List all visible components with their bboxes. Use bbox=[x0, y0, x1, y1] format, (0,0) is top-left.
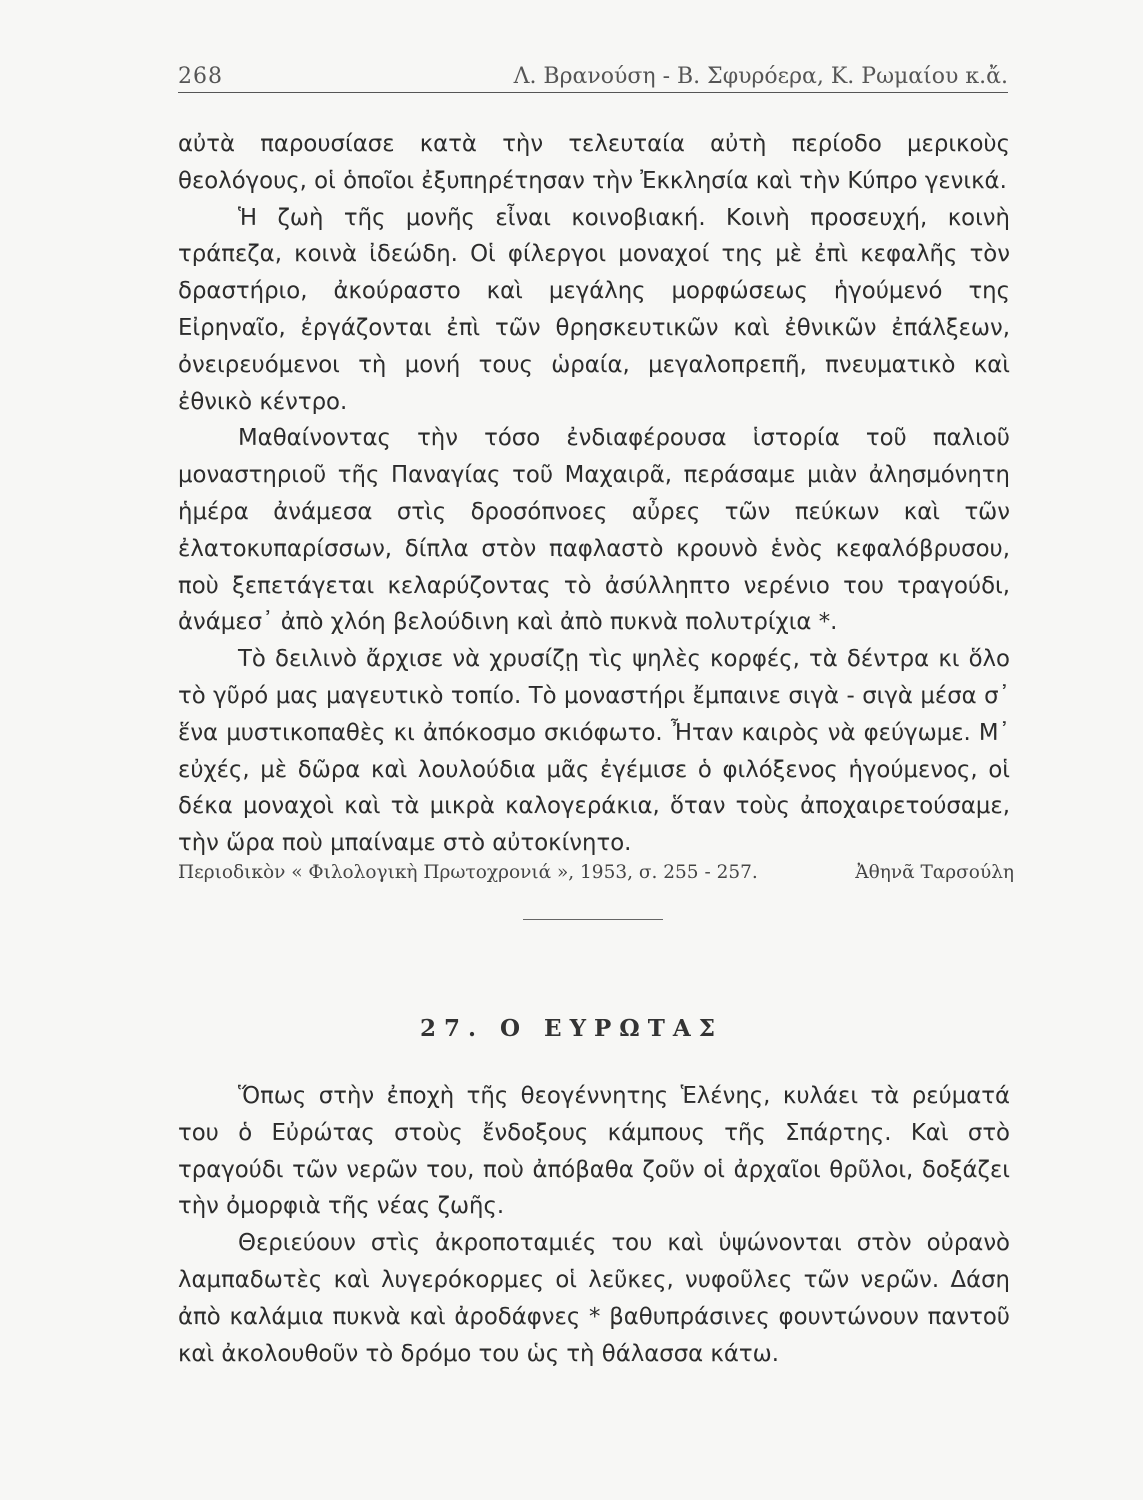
running-head-authors: Λ. Βρανούση - Β. Σφυρόερα, Κ. Ρωμαίου κ.ἄ. bbox=[513, 64, 1008, 89]
article-1-paragraph-1: αὐτὰ παρουσίασε κατὰ τὴν τελευταία αὐτὴ περίοδο μερικοὺς θεολόγους, οἱ ὁποῖοι ἐξυπηρέτησαν τὴν Ἐκκλησία καὶ τὴν Κύπρο γενικά. bbox=[178, 131, 1010, 194]
article-1-paragraph-2: Ἡ ζωὴ τῆς μονῆς εἶναι κοινοβιακή. Κοινὴ προσευχή, κοινὴ τράπεζα, κοινὰ ἰδεώδη. Οἱ φίλεργοι μοναχοί της μὲ ἐπὶ κεφαλῆς τὸν δραστήριο, ἀκούραστο καὶ μεγάλης μορφώσεως ἡγούμενό της Εἰρηναῖο, ἐργάζονται ἐπὶ τῶν θρησκευτικῶν καὶ ἐθνικῶν ἐπάλξεων, ὀνειρευόμενοι τὴ μονή τους ὡραία, μεγαλοπρεπῆ, πνευματικὸ καὶ ἐθνικὸ κέντρο. bbox=[178, 204, 1010, 415]
section-heading: 27. Ο ΕΥΡΩΤΑΣ bbox=[419, 1015, 723, 1042]
section-divider bbox=[523, 919, 663, 920]
article-1-paragraph-3: Μαθαίνοντας τὴν τόσο ἐνδιαφέρουσα ἱστορία τοῦ παλιοῦ μοναστηριοῦ τῆς Παναγίας τοῦ Μαχαιρᾶ, περάσαμε μιὰν ἀλησμόνητη ἡμέρα ἀνάμεσα στὶς δροσόπνοες αὖρες τῶν πεύκων καὶ τῶν ἐλατοκυπαρίσσων, δίπλα στὸν παφλαστὸ κρουνὸ ἑνὸς κεφαλόβρυσου, ποὺ ξεπετάγεται κελαρύζοντας τὸ ἀσύλληπτο νερένιο του τραγούδι, ἀνάμεσ᾽ ἀπὸ χλόη βελούδινη καὶ ἀπὸ πυκνὰ πολυτρίχια *. bbox=[178, 425, 1010, 636]
article-2-body bbox=[178, 1078, 1010, 1372]
article-1-paragraph-4: Τὸ δειλινὸ ἄρχισε νὰ χρυσίζῃ τὶς ψηλὲς κορφές, τὰ δέντρα κι ὅλο τὸ γῦρό μας μαγευτικὸ τοπίο. Τὸ μοναστήρι ἔμπαινε σιγὰ - σιγὰ μέσα σ᾽ ἕνα μυστικοπαθὲς κι ἀπόκοσμο σκιόφωτο. Ἦταν καιρὸς νὰ φεύγωμε. Μ᾽ εὐχές, μὲ δῶρα καὶ λουλούδια μᾶς ἐγέμισε ὁ φιλόξενος ἡγούμενος, οἱ δέκα μοναχοὶ καὶ τὰ μικρὰ καλογεράκια, ὅταν τοὺς ἀποχαιρετούσαμε, τὴν ὥρα ποὺ μπαίναμε στὸ αὐτοκίνητο. bbox=[178, 646, 1010, 857]
running-head bbox=[178, 52, 1008, 92]
article-1-body bbox=[178, 126, 1010, 862]
article-2-paragraph-1: Ὅπως στὴν ἐποχὴ τῆς θεογέννητης Ἑλένης, κυλάει τὰ ρεύματά του ὁ Εὐρώτας στοὺς ἔνδοξους κάμπους τῆς Σπάρτης. Καὶ στὸ τραγούδι τῶν νερῶν του, ποὺ ἀπόβαθα ζοῦν οἱ ἀρχαῖοι θρῦλοι, δοξάζει τὴν ὀμορφιὰ τῆς νέας ζωῆς. bbox=[178, 1083, 1010, 1220]
page-number: 268 bbox=[178, 64, 223, 89]
article-2-paragraph-2: Θεριεύουν στὶς ἀκροποταμιές του καὶ ὑψώνονται στὸν οὐρανὸ λαμπαδωτὲς καὶ λυγερόκορμες οἱ λεῦκες, νυφοῦλες τῶν νερῶν. Δάση ἀπὸ καλάμια πυκνὰ καὶ ἀροδάφνες * βαθυπράσινες φουντώνουν παντοῦ καὶ ἀκολουθοῦν τὸ δρόμο του ὡς τὴ θάλασσα κάτω. bbox=[178, 1230, 1010, 1367]
header-rule bbox=[178, 92, 1008, 93]
citation-source: Περιοδικὸν « Φιλολογικὴ Πρωτοχρονιά », 1953, σ. 255 - 257. bbox=[178, 862, 758, 883]
citation-author: Ἀθηνᾶ Ταρσούλη bbox=[855, 862, 1014, 883]
